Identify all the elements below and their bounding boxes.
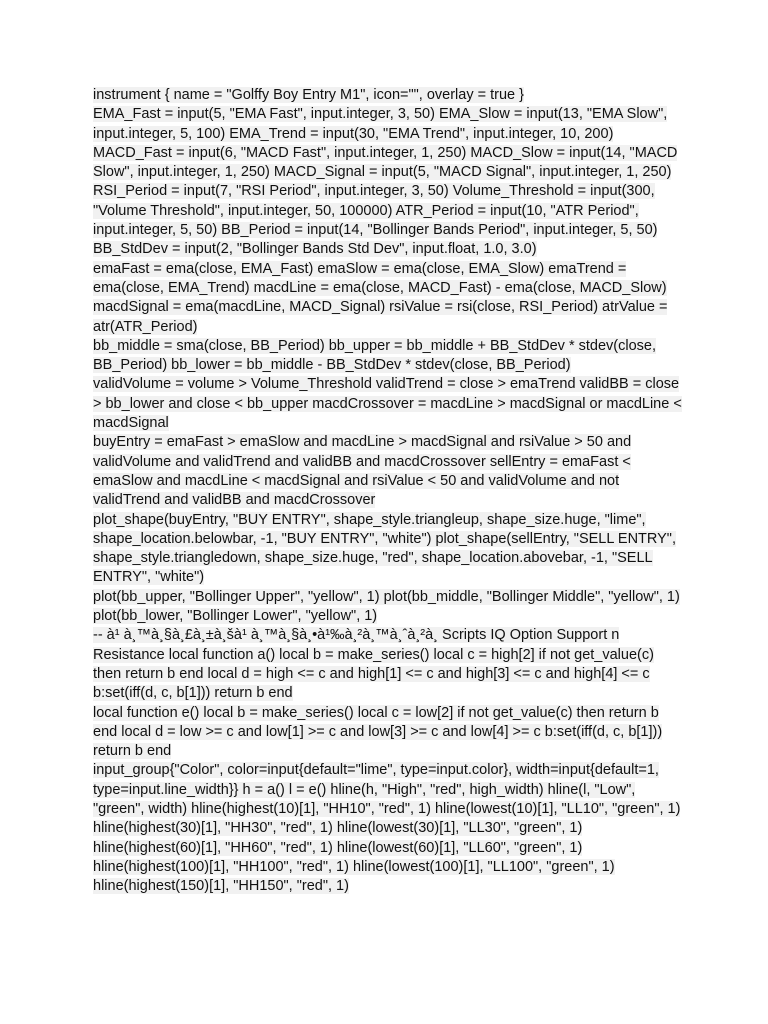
code-text: input_group{"Color", color=input{default="lime", type=input.color}, width=input{default=1, type=input.line_width}} h = a() l = e() hline(h, "High", "red", high_width) hline(l, "Low", "green", width) hline(highest(10)[1], "HH10", "red", 1) hline(lowest(10)[1], "LL10", "green", 1) hline(highest(30)[1], "HH30", "red", 1) hline(lowest(30)[1], "LL30", "green", 1) hline(highest(60)[1], "HH60", "red", 1) hline(lowest(60)[1], "LL60", "green", 1) hline(highest(100)[1], "HH100", "red", 1) hline(lowest(100)[1], "LL100", "green", 1) hline(highest(150)[1], "HH150", "red", 1): [93, 762, 681, 895]
paragraph-entries: [93, 433, 683, 510]
paragraph-plot-bands: [93, 588, 683, 627]
paragraph-instrument: [93, 86, 683, 105]
code-text: local function e() local b = make_series() local c = low[2] if not get_value(c) then return b end local d = low >= c and low[1] >= c and low[3] >= c and low[4] >= c b:set(iff(d, c, b[1])) return b end: [93, 704, 663, 760]
document-body: [93, 86, 683, 896]
code-text: emaFast = ema(close, EMA_Fast) emaSlow = ema(close, EMA_Slow) emaTrend = ema(close, EMA_Trend) macdLine = ema(close, MACD_Fast) - ema(close, MACD_Slow) macdSignal = ema(macdLine, MACD_Signal) rsiValue = rsi(close, RSI_Period) atrValue = atr(ATR_Period): [93, 260, 668, 335]
code-text: plot(bb_upper, "Bollinger Upper", "yellow", 1) plot(bb_middle, "Bollinger Middle", "yellow", 1) plot(bb_lower, "Bollinger Lower", "yellow", 1): [93, 588, 680, 625]
code-text: instrument { name = "Golffy Boy Entry M1", icon="", overlay = true }: [93, 87, 524, 103]
code-text: buyEntry = emaFast > emaSlow and macdLine > macdSignal and rsiValue > 50 and validVolume and validTrend and validBB and macdCrossover sellEntry = emaFast < emaSlow and macdLine < macdSignal and rsiValue < 50 and validVolume and not validTrend and validBB and macdCrossover: [93, 434, 632, 509]
code-text: validVolume = volume > Volume_Threshold validTrend = close > emaTrend validBB = close > bb_lower and close < bb_upper macdCrossover = macdLine > macdSignal or macdLine < macdSignal: [93, 376, 682, 432]
paragraph-hlines: [93, 761, 683, 896]
paragraph-plot-shapes: [93, 511, 683, 588]
paragraph-bollinger: [93, 337, 683, 376]
paragraph-resistance: [93, 626, 683, 703]
paragraph-indicators: [93, 260, 683, 337]
code-text: plot_shape(buyEntry, "BUY ENTRY", shape_style.triangleup, shape_size.huge, "lime", shape_location.belowbar, -1, "BUY ENTRY", "white") plot_shape(sellEntry, "SELL ENTRY", shape_style.triangledown, shape_size.huge, "red", shape_location.abovebar, -1, "SELL ENTRY", "white"): [93, 511, 676, 586]
paragraph-inputs: [93, 105, 683, 259]
code-text: -- à¹ à¸™à¸§à¸£à¸±à¸šà¹ à¸™à¸§à¸•à¹‰à¸²à¸™à¸ˆà¸²à¸ Scripts IQ Option Support n Resistance local function a() local b = make_series() local c = high[2] if not get_value(c) then return b end local d = high <= c and high[1] <= c and high[3] <= c and high[4] <= c b:set(iff(d, c, b[1])) return b end: [93, 627, 654, 702]
code-text: bb_middle = sma(close, BB_Period) bb_upper = bb_middle + BB_StdDev * stdev(close, BB_Period) bb_lower = bb_middle - BB_StdDev * stdev(close, BB_Period): [93, 337, 656, 374]
paragraph-validity: [93, 375, 683, 433]
paragraph-support: [93, 704, 683, 762]
code-text: EMA_Fast = input(5, "EMA Fast", input.integer, 3, 50) EMA_Slow = input(13, "EMA Slow", input.integer, 5, 100) EMA_Trend = input(30, "EMA Trend", input.integer, 10, 200) MACD_Fast = input(6, "MACD Fast", input.integer, 1, 250) MACD_Slow = input(14, "MACD Slow", input.integer, 1, 250) MACD_Signal = input(5, "MACD Signal", input.integer, 1, 250) RSI_Period = input(7, "RSI Period", input.integer, 3, 50) Volume_Threshold = input(300, "Volume Threshold", input.integer, 50, 100000) ATR_Period = input(10, "ATR Period", input.integer, 5, 50) BB_Period = input(14, "Bollinger Bands Period", input.integer, 5, 50) BB_StdDev = input(2, "Bollinger Bands Std Dev", input.float, 1.0, 3.0): [93, 106, 678, 258]
